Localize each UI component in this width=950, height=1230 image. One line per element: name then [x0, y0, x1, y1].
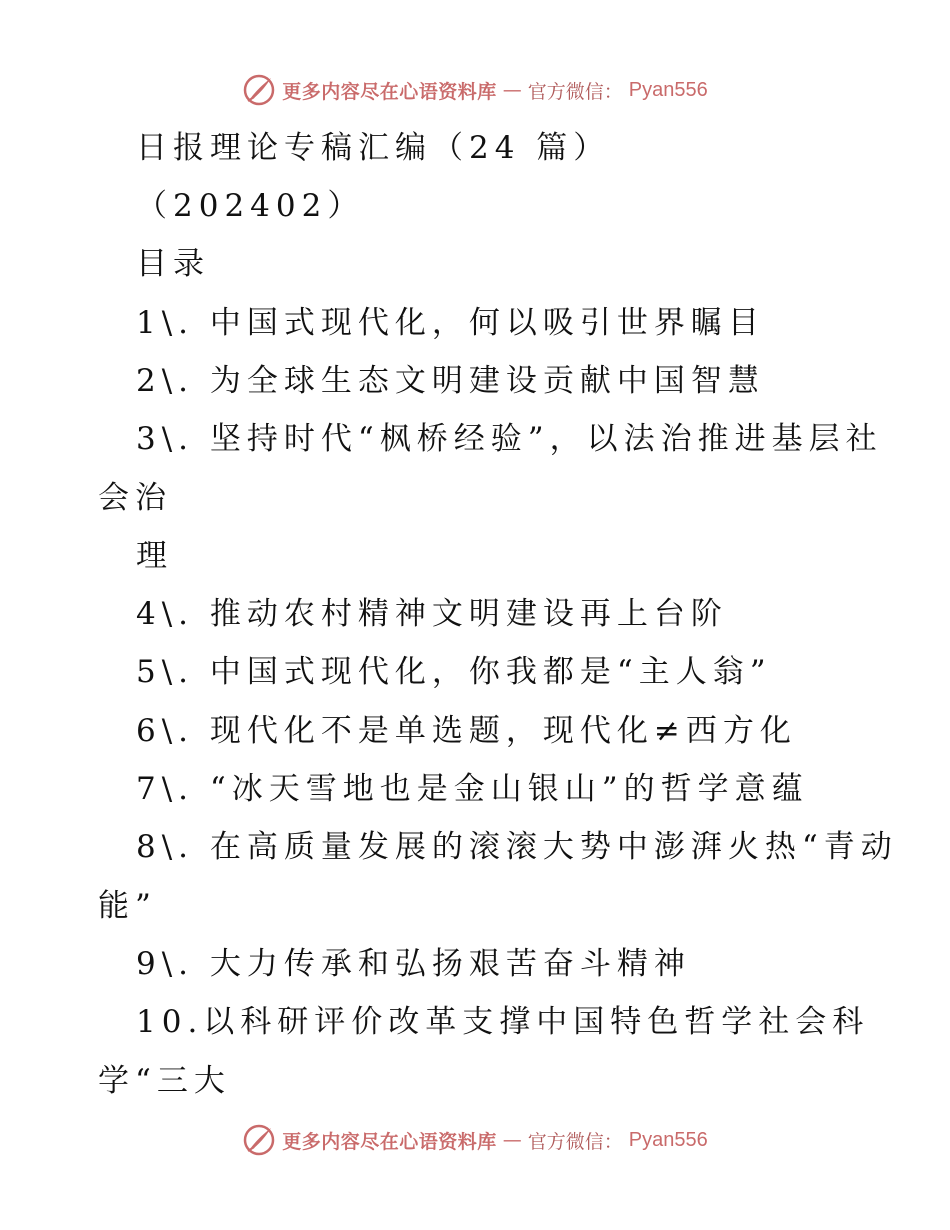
toc-item: 4\. 推动农村精神文明建设再上台阶 — [136, 596, 728, 632]
toc-item: 8\. 在高质量发展的滚滚大势中澎湃火热“青动 — [136, 829, 898, 865]
toc-item-continuation: 理 — [136, 538, 173, 574]
toc-item-continuation: 会治 — [98, 480, 172, 516]
toc-item: 9\. 大力传承和弘扬艰苦奋斗精神 — [136, 946, 691, 982]
document-date: （202402） — [136, 188, 365, 224]
watermark-wechat-label: 官方微信： — [527, 80, 623, 103]
watermark-wechat-id: Pyan556 — [628, 78, 708, 101]
watermark-wechat-label: 官方微信： — [527, 1130, 623, 1153]
watermark-banner-bottom — [0, 1120, 950, 1160]
watermark-wechat-id: Pyan556 — [628, 1128, 708, 1151]
toc-heading: 目录 — [136, 246, 210, 282]
toc-item: 3\. 坚持时代“枫桥经验”，以法治推进基层社 — [136, 421, 883, 457]
watermark-banner-top — [0, 70, 950, 110]
watermark-dash: — — [502, 79, 522, 101]
toc-item: 6\. 现代化不是单选题，现代化≠西方化 — [136, 713, 797, 749]
toc-item-continuation: 能” — [98, 888, 157, 924]
quill-pen-logo-icon — [242, 1123, 276, 1157]
toc-item: 10.以科研评价改革支撑中国特色哲学社会科 — [136, 1004, 870, 1040]
watermark-dash: — — [502, 1129, 522, 1151]
toc-item: 5\. 中国式现代化，你我都是“主人翁” — [136, 654, 772, 690]
toc-item: 2\. 为全球生态文明建设贡献中国智慧 — [136, 363, 765, 399]
watermark-text: 更多内容尽在心语资料库 — [282, 1130, 497, 1153]
document-title: 日报理论专稿汇编（24 篇） — [136, 130, 611, 166]
watermark-text: 更多内容尽在心语资料库 — [282, 80, 497, 103]
quill-pen-logo-icon — [242, 73, 276, 107]
toc-item: 1\. 中国式现代化，何以吸引世界瞩目 — [136, 305, 765, 341]
toc-item: 7\. “冰天雪地也是金山银山”的哲学意蕴 — [136, 771, 809, 807]
toc-item-continuation: 学“三大 — [98, 1063, 231, 1099]
